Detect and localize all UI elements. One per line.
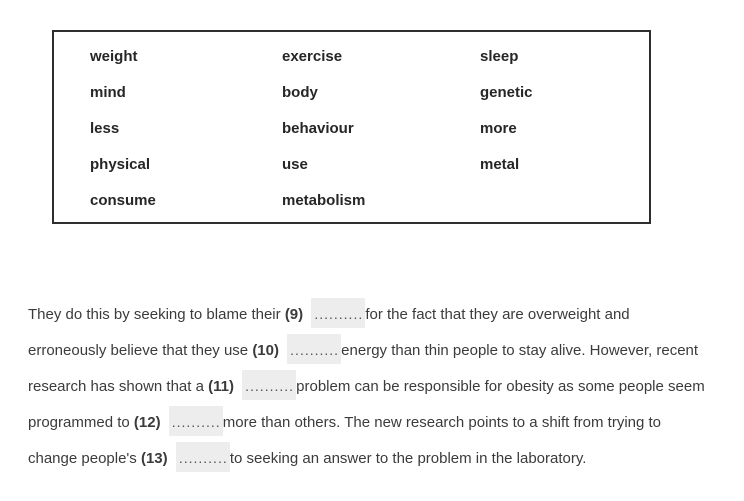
passage-text-5: more than others. The new research points to a shift from trying to change people's	[28, 414, 662, 467]
blank-12[interactable]: ..........	[169, 406, 223, 436]
word-item-more: more	[480, 120, 517, 137]
blank-number-13: (13)	[140, 450, 168, 467]
blank-number-11: (11)	[208, 378, 234, 395]
passage-text-1: They do this by seeking to blame their	[28, 306, 285, 323]
blank-number-12: (12)	[133, 414, 161, 431]
blank-number-9: (9)	[284, 306, 304, 323]
blank-13[interactable]: ..........	[176, 442, 230, 472]
passage	[28, 297, 710, 477]
word-item-genetic: genetic	[480, 84, 533, 101]
word-item-body: body	[282, 84, 318, 101]
word-item-exercise: exercise	[282, 48, 343, 65]
word-item-use: use	[282, 156, 308, 173]
word-item-physical: physical	[90, 156, 151, 173]
passage-text-3: energy than thin people to stay alive. However, recent research has shown that a	[28, 342, 699, 395]
word-item-less: less	[90, 120, 120, 137]
blank-10[interactable]: ..........	[287, 334, 341, 364]
passage-text-2: for the fact that they are overweight and erroneously believe that they use	[28, 306, 630, 359]
word-item-consume: consume	[90, 192, 156, 209]
blank-9[interactable]: ..........	[311, 298, 365, 328]
word-bank	[52, 30, 651, 224]
passage-text-6: to seeking an answer to the problem in the laboratory.	[229, 450, 587, 467]
word-item-mind: mind	[90, 84, 126, 101]
word-item-sleep: sleep	[480, 48, 519, 65]
blank-11[interactable]: ..........	[242, 370, 296, 400]
passage-text-4: problem can be responsible for obesity as some people seem programmed to	[28, 378, 705, 431]
word-item-behaviour: behaviour	[282, 120, 354, 137]
word-item-metabolism: metabolism	[282, 192, 366, 209]
word-item-weight: weight	[90, 48, 138, 65]
word-item-metal: metal	[480, 156, 520, 173]
blank-number-10: (10)	[252, 342, 279, 359]
